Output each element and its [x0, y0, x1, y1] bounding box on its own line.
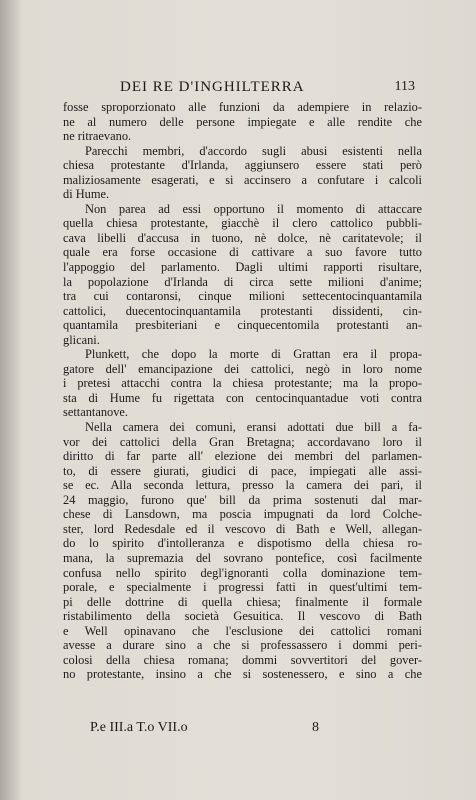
- page-number: 113: [394, 79, 415, 94]
- text-line: 24 maggio, furono que' bill da prima sostenuti dal mar-: [63, 492, 422, 507]
- text-line: Parecchi membri, d'accordo sugli abusi esistenti nella: [85, 143, 422, 158]
- text-line: settantanove.: [63, 405, 129, 420]
- text-line: sta di Hume fu rigettata con centocinquantadue voti contra: [63, 390, 422, 405]
- text-line: diritto di far parte all' elezione dei membri del parlamen-: [63, 449, 422, 464]
- text-line: avesse a durare sino a che si professassero i dommi peri-: [63, 638, 422, 653]
- text-line: i pretesi attacchi contra la chiesa protestante; ma la propo-: [63, 376, 422, 391]
- body-text: [63, 100, 422, 682]
- printer-signature: P.e III.a T.o VII.o: [90, 720, 188, 735]
- text-line: pi delle dottrine di quella chiesa; finalmente il formale: [63, 594, 422, 609]
- text-line: tra cui contaronsi, cinque milioni settecentocinquantamila: [63, 289, 422, 304]
- text-line: ne al numero delle persone impiegate e alle rendite che: [63, 114, 422, 129]
- text-line: Non parea ad essi opportuno il momento di attaccare: [85, 201, 422, 216]
- text-line: di Hume.: [63, 187, 110, 202]
- text-line: cattolici, duecentocinquantamila protestanti dissidenti, cin-: [63, 303, 422, 318]
- text-line: vor dei cattolici della Gran Bretagna; accordavano loro il: [63, 434, 422, 449]
- text-line: quale era forse occasione di cattivare a suo favore tutto: [63, 245, 422, 260]
- text-line: maliziosamente esagerati, e si accinsero a confutare i calcoli: [63, 172, 422, 187]
- signature-number: 8: [312, 720, 319, 735]
- text-line: colosi della chiesa romana; dommi sovvertitori del gover-: [63, 652, 422, 667]
- text-line: fosse sproporzionato alle funzioni da adempiere in relazio-: [63, 100, 422, 114]
- text-line: ster, lord Redesdale ed il vescovo di Bath e Well, allegan-: [63, 521, 422, 536]
- text-line: confusa nello spirito degl'ignoranti colla dominazione tem-: [63, 565, 422, 580]
- text-line: Nella camera dei comuni, eransi adottati due bill a fa-: [85, 420, 422, 435]
- text-line: Plunkett, che dopo la morte di Grattan era il propa-: [85, 347, 422, 362]
- text-line: cava libelli d'accusa in tuono, nè dolce, nè caritatevole; il: [63, 230, 422, 245]
- text-line: l'appoggio del parlamento. Dagli ultimi rapporti risultare,: [63, 260, 422, 275]
- text-line: ristabilimento della società Gesuitica. Il vescovo di Bath: [63, 609, 422, 624]
- text-line: no protestante, insino a che si sostenessero, e sino a che: [63, 667, 422, 682]
- text-line: gatore dell' emancipazione dei cattolici, negò in loro nome: [63, 361, 422, 376]
- text-line: se ec. Alla seconda lettura, presso la camera dei pari, il: [63, 478, 422, 493]
- text-line: chiesa protestante d'Irlanda, aggiunsero essere stati però: [63, 158, 422, 173]
- text-line: glicani.: [63, 332, 100, 347]
- running-head: DEI RE D'INGHILTERRA: [120, 79, 305, 95]
- text-line: chese di Lansdown, ma poscia impugnati da lord Colche-: [63, 507, 422, 522]
- text-line: porale, e specialmente i progressi fatti in quest'ultimi tem-: [63, 580, 422, 595]
- text-line: do lo spirito d'intolleranza e dispotismo della chiesa ro-: [63, 536, 422, 551]
- page-header: [110, 79, 415, 97]
- text-line: e Well opinavano che l'esclusione dei cattolici romani: [63, 623, 422, 638]
- text-line: la popolazione d'Irlanda di circa sette milioni d'anime;: [63, 274, 422, 289]
- page-gutter: [0, 0, 22, 800]
- page-footer: [90, 720, 350, 738]
- text-line: quella chiesa protestante, giacchè il clero cattolico pubbli-: [63, 216, 422, 231]
- text-line: to, di essere giurati, giudici di pace, impiegati alle assi-: [63, 463, 422, 478]
- text-line: mana, la supremazia del sovrano pontefice, così facilmente: [63, 550, 422, 565]
- text-line: ne ritraevano.: [63, 129, 132, 144]
- text-line: quantamila presbiteriani e cinquecentomila protestanti an-: [63, 318, 422, 333]
